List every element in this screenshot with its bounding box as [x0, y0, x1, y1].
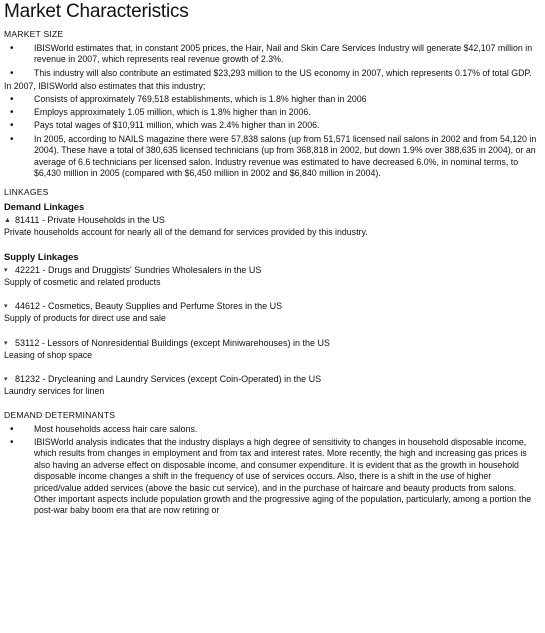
linkage-description: Private households account for nearly all of the demand for services provided by this industry.: [4, 227, 368, 238]
page-title: Market Characteristics: [4, 1, 189, 22]
document-page: [0, 1, 545, 633]
link-icon: ▾: [4, 339, 8, 347]
linkage-title-link[interactable]: 81232 - Drycleaning and Laundry Services (except Coin-Operated) in the US: [15, 374, 322, 385]
linkage-title-link[interactable]: 42221 - Drugs and Druggists' Sundries Wholesalers in the US: [15, 264, 262, 275]
market-size-sub-bullets: [4, 94, 539, 180]
section-heading-market-size: MARKET SIZE: [4, 29, 64, 39]
market-size-intro: In 2007, IBISWorld also estimates that this industry;: [4, 81, 206, 92]
link-icon: ▾: [4, 266, 8, 274]
linkage-item: [4, 214, 539, 238]
list-item: • Most households access hair care salons.: [4, 424, 539, 435]
list-item: • Pays total wages of $10,911 million, which was 2.4% higher than in 2006.: [4, 120, 539, 131]
supply-linkages-heading: Supply Linkages: [4, 250, 79, 262]
linkage-item: [4, 300, 539, 324]
section-heading-demand-determinants: DEMAND DETERMINANTS: [4, 409, 116, 420]
market-size-bullets: [4, 43, 539, 79]
linkage-item: [4, 337, 539, 361]
list-item: • In 2005, according to NAILS magazine there were 57,838 salons (up from 51,571 licensed nail salons in 2002 and from 54,120 in 2004). These have a total of 380,635 licensed technicians (up from 368,818 in 2002, but down 1.9% over 388,635 in 2004), or an average of 6.6 technicians per licensed salon. Industry revenue was estimated to have decreased 6.0%, in nominal terms, to $6,430 million in 2005 (compared with $6,450 million in 2002 and $6,840 million in 2004).: [4, 134, 539, 180]
linkage-title-link[interactable]: 53112 - Lessors of Nonresidential Buildings (except Miniwarehouses) in the US: [15, 337, 330, 348]
linkage-title-link[interactable]: 81411 - Private Households in the US: [15, 215, 165, 226]
section-heading-linkages: LINKAGES: [4, 187, 49, 198]
linkage-item: [4, 264, 539, 288]
linkage-item: [4, 373, 539, 397]
list-item: • IBISWorld analysis indicates that the industry displays a high degree of sensitivity to changes in household disposable income, which results from changes in employment and from tax and interest rates. More recently, the high and increasing gas prices is also having an adverse effect on disposable income, and consumer expenditure. It is evident that as the growth in household disposable income changes a shift in the frequency of use of services occurs. Also, there is a shift in the use of higher priced/value added services (above the basic cut service), and in the purchase of haircare and beauty products from salons. Other important aspects include population growth and the progressive aging of the population, particularly, among a portion the post-war baby boom era that are now retiring or: [4, 437, 539, 517]
demand-determinants-bullets: [4, 424, 539, 517]
linkage-title-link[interactable]: 44612 - Cosmetics, Beauty Supplies and Perfume Stores in the US: [15, 301, 283, 312]
linkage-description: Laundry services for linen: [4, 386, 105, 397]
list-item: • This industry will also contribute an estimated $23,293 million to the US economy in 2007, which represents 0.17% of total GDP.: [4, 68, 539, 79]
linkage-description: Supply of cosmetic and related products: [4, 276, 161, 287]
linkage-description: Supply of products for direct use and sale: [4, 313, 166, 324]
list-item: • Consists of approximately 769,518 establishments, which is 1.8% higher than in 2006: [4, 94, 539, 105]
link-icon: ▲: [4, 217, 11, 225]
list-item: • Employs approximately 1.05 million, which is 1.8% higher than in 2006.: [4, 107, 539, 118]
demand-linkages-heading: Demand Linkages: [4, 201, 85, 213]
link-icon: ▾: [4, 303, 8, 311]
link-icon: ▾: [4, 376, 8, 384]
list-item: • IBISWorld estimates that, in constant 2005 prices, the Hair, Nail and Skin Care Services Industry will generate $42,107 million in revenue in 2007, which represents real revenue growth of 2.3%.: [4, 43, 539, 66]
linkage-description: Leasing of shop space: [4, 349, 93, 360]
